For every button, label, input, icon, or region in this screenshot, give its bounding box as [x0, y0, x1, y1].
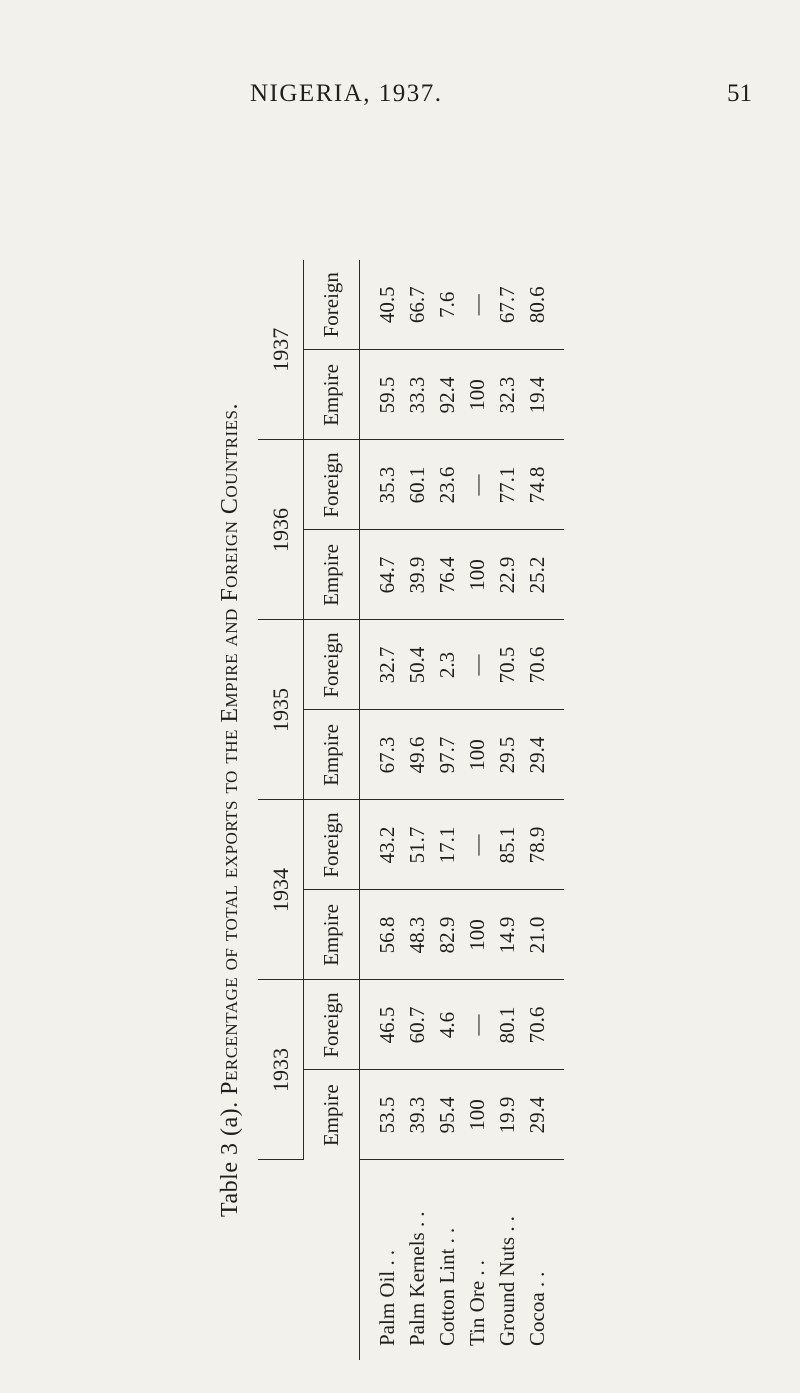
row-label: Tin Ore [464, 1280, 489, 1346]
table-cell: 60.7 [402, 980, 432, 1070]
year-header: 1933 [258, 980, 304, 1160]
table-cell: 51.7 [402, 800, 432, 890]
rotated-table-block [210, 260, 770, 1360]
foreign-header: Foreign [304, 980, 360, 1070]
table-cell: — [462, 980, 492, 1070]
foreign-header: Foreign [304, 800, 360, 890]
commodity-label [402, 1160, 432, 1360]
page-header [0, 52, 800, 107]
year-header: 1936 [258, 440, 304, 620]
table-cell: 49.6 [402, 710, 432, 800]
table-cell: 70.6 [522, 980, 552, 1070]
year-header: 1934 [258, 800, 304, 980]
table-cell: — [462, 260, 492, 350]
commodity-label [492, 1160, 522, 1360]
table-cell: 43.2 [372, 800, 402, 890]
empire-header: Empire [304, 890, 360, 980]
row-label: Ground Nuts [494, 1236, 519, 1346]
table-cell: 97.7 [432, 710, 462, 800]
table-row [402, 260, 432, 1360]
table-cell: 67.7 [492, 260, 522, 350]
commodity-label [372, 1160, 402, 1360]
table-cell: 19.4 [522, 350, 552, 440]
table-cell: 64.7 [372, 530, 402, 620]
table-cell: 70.6 [522, 620, 552, 710]
table-cell: 29.4 [522, 710, 552, 800]
table-cell: 7.6 [432, 260, 462, 350]
commodity-header [258, 1160, 360, 1360]
table-row [522, 260, 552, 1360]
table-cell: 32.3 [492, 350, 522, 440]
table-cell: 35.3 [372, 440, 402, 530]
row-label: Palm Kernels [404, 1232, 429, 1346]
table-cell: 100 [462, 350, 492, 440]
row-label: Cocoa [524, 1292, 549, 1346]
table-cell: 21.0 [522, 890, 552, 980]
empire-header: Empire [304, 1070, 360, 1160]
table-caption [210, 260, 250, 1360]
table-cell: 92.4 [432, 350, 462, 440]
page-number: 51 [727, 80, 752, 107]
table-cell: 33.3 [402, 350, 432, 440]
table-cell: — [462, 620, 492, 710]
table-row [462, 260, 492, 1360]
table-cell: 100 [462, 1070, 492, 1160]
table-cell: 50.4 [402, 620, 432, 710]
row-label: Cotton Lint [434, 1248, 459, 1346]
leader-dots: .. [434, 1222, 459, 1244]
table-cell: 100 [462, 530, 492, 620]
table-cell: 60.1 [402, 440, 432, 530]
table-row [372, 260, 402, 1360]
year-header: 1937 [258, 260, 304, 440]
commodity-label [432, 1160, 462, 1360]
table-cell: 32.7 [372, 620, 402, 710]
leader-dots: .. [494, 1211, 519, 1232]
foreign-header: Foreign [304, 620, 360, 710]
table-row [432, 260, 462, 1360]
table-cell: 53.5 [372, 1070, 402, 1160]
table-row [492, 260, 522, 1360]
empire-header: Empire [304, 710, 360, 800]
table-cell: 76.4 [432, 530, 462, 620]
leader-dots: .. [404, 1206, 429, 1228]
table-cell: 80.1 [492, 980, 522, 1070]
table-cell: 67.3 [372, 710, 402, 800]
commodity-label [522, 1160, 552, 1360]
table-cell: 95.4 [432, 1070, 462, 1160]
running-title: NIGERIA, 1937. [250, 80, 443, 107]
table-cell: — [462, 800, 492, 890]
leader-dots: .. [464, 1255, 489, 1276]
table-cell: 23.6 [432, 440, 462, 530]
table-cell: 19.9 [492, 1070, 522, 1160]
table-caption-title: Percentage of total exports to the Empire and Foreign Countries. [217, 403, 243, 1095]
empire-header: Empire [304, 350, 360, 440]
table-cell: 22.9 [492, 530, 522, 620]
table-cell: 29.5 [492, 710, 522, 800]
table-cell: 100 [462, 890, 492, 980]
row-label: Palm Oil [374, 1270, 399, 1346]
leader-dots: .. [524, 1266, 549, 1288]
table-cell: 56.8 [372, 890, 402, 980]
table-cell: 40.5 [372, 260, 402, 350]
table-cell: 59.5 [372, 350, 402, 440]
table-cell: 39.3 [402, 1070, 432, 1160]
empire-header: Empire [304, 530, 360, 620]
table-cell: 29.4 [522, 1070, 552, 1160]
table-cell: 82.9 [432, 890, 462, 980]
table-cell: 17.1 [432, 800, 462, 890]
table-cell: 85.1 [492, 800, 522, 890]
table-cell: 14.9 [492, 890, 522, 980]
year-header-row [258, 260, 304, 1360]
table-cell: 78.9 [522, 800, 552, 890]
year-header: 1935 [258, 620, 304, 800]
table-cell: 48.3 [402, 890, 432, 980]
table-cell: 66.7 [402, 260, 432, 350]
foreign-header: Foreign [304, 440, 360, 530]
table-cell: — [462, 440, 492, 530]
table-cell: 25.2 [522, 530, 552, 620]
table-cell: 2.3 [432, 620, 462, 710]
table-caption-prefix: Table 3 (a). [217, 1101, 243, 1217]
foreign-header: Foreign [304, 260, 360, 350]
table-cell: 77.1 [492, 440, 522, 530]
commodity-label [462, 1160, 492, 1360]
table-cell: 100 [462, 710, 492, 800]
spacer-row [360, 260, 373, 1360]
leader-dots: .. [374, 1244, 399, 1266]
table-cell: 46.5 [372, 980, 402, 1070]
table-cell: 80.6 [522, 260, 552, 350]
table-cell: 70.5 [492, 620, 522, 710]
table-cell: 4.6 [432, 980, 462, 1070]
table-cell: 39.9 [402, 530, 432, 620]
table-cell: 74.8 [522, 440, 552, 530]
exports-percentage-table [258, 260, 564, 1360]
spacer-row [552, 260, 564, 1360]
